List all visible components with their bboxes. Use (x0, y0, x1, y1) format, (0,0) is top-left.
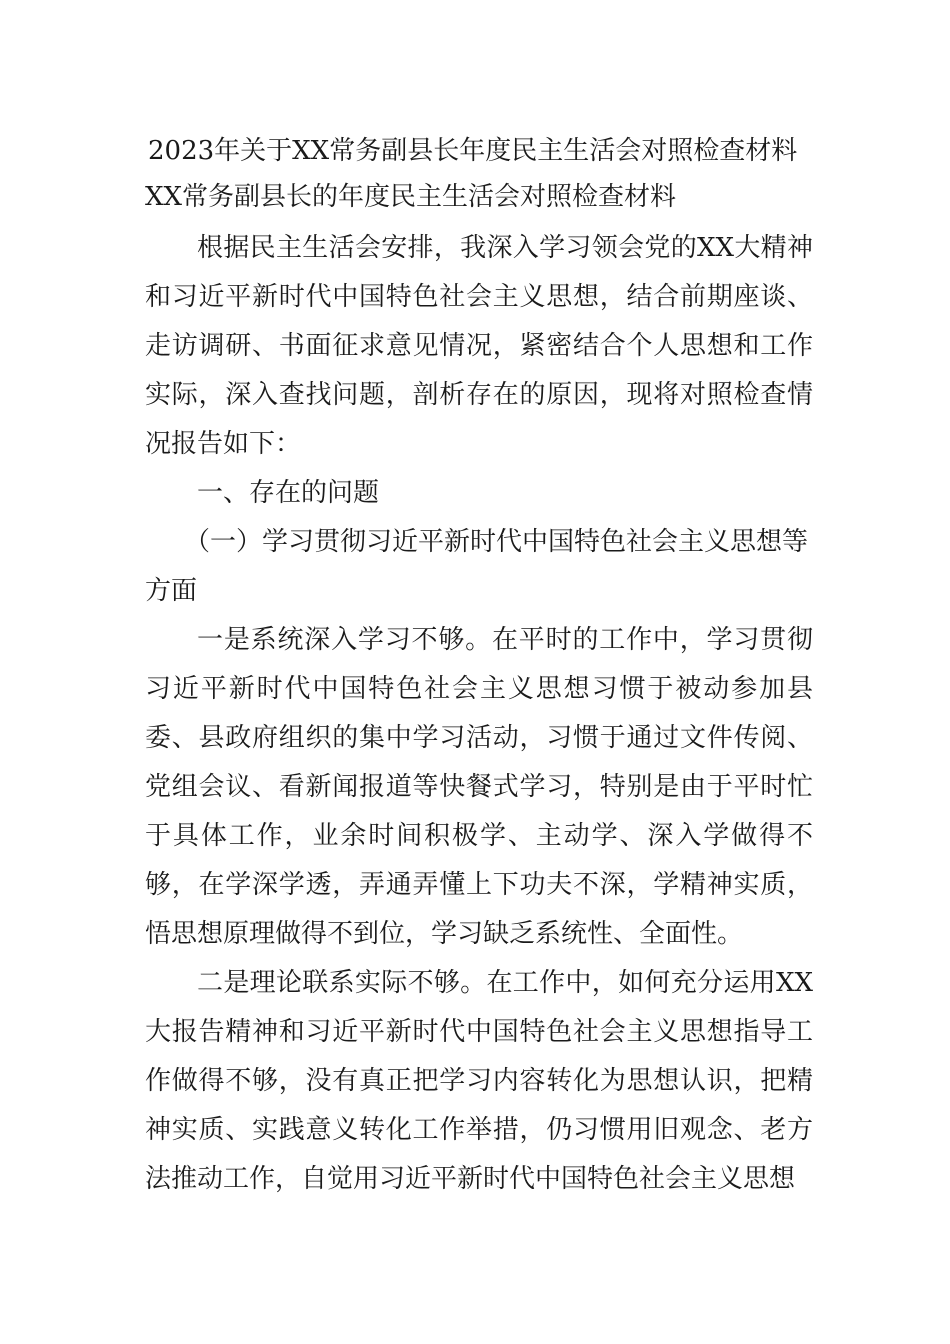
section-heading: 一、存在的问题 (197, 478, 380, 508)
body-paragraph-1: 一是系统深入学习不够。在平时的工作中，学习贯彻习近平新时代中国特色社会主义思想习惯于被动参加县委、县政府组织的集中学习活动，习惯于通过文件传阅、党组会议、看新闻报道等快餐式学习，特别是由于平时忙于具体工作，业余时间积极学、主动学、深入学做得不够，在学深学透，弄通弄懂上下功夫不深，学精神实质，悟思想原理做得不到位，学习缺乏系统性、全面性。 (145, 625, 813, 949)
subsection-heading: （一）学习贯彻习近平新时代中国特色社会主义思想等方面 (145, 527, 809, 606)
document-title: 2023年关于XX常务副县长年度民主生活会对照检查材料 (148, 136, 798, 166)
document-subtitle: XX常务副县长的年度民主生活会对照检查材料 (145, 182, 677, 212)
document-body (145, 128, 813, 1204)
intro-paragraph: 根据民主生活会安排，我深入学习领会党的XX大精神和习近平新时代中国特色社会主义思想，结合前期座谈、走访调研、书面征求意见情况，紧密结合个人思想和工作实际，深入查找问题，剖析存在的原因，现将对照检查情况报告如下： (145, 233, 813, 459)
body-paragraph-2: 二是理论联系实际不够。在工作中，如何充分运用XX大报告精神和习近平新时代中国特色社会主义思想指导工作做得不够，没有真正把学习内容转化为思想认识，把精神实质、实践意义转化工作举措，仍习惯用旧观念、老方法推动工作，自觉用习近平新时代中国特色社会主义思想 (145, 968, 813, 1194)
